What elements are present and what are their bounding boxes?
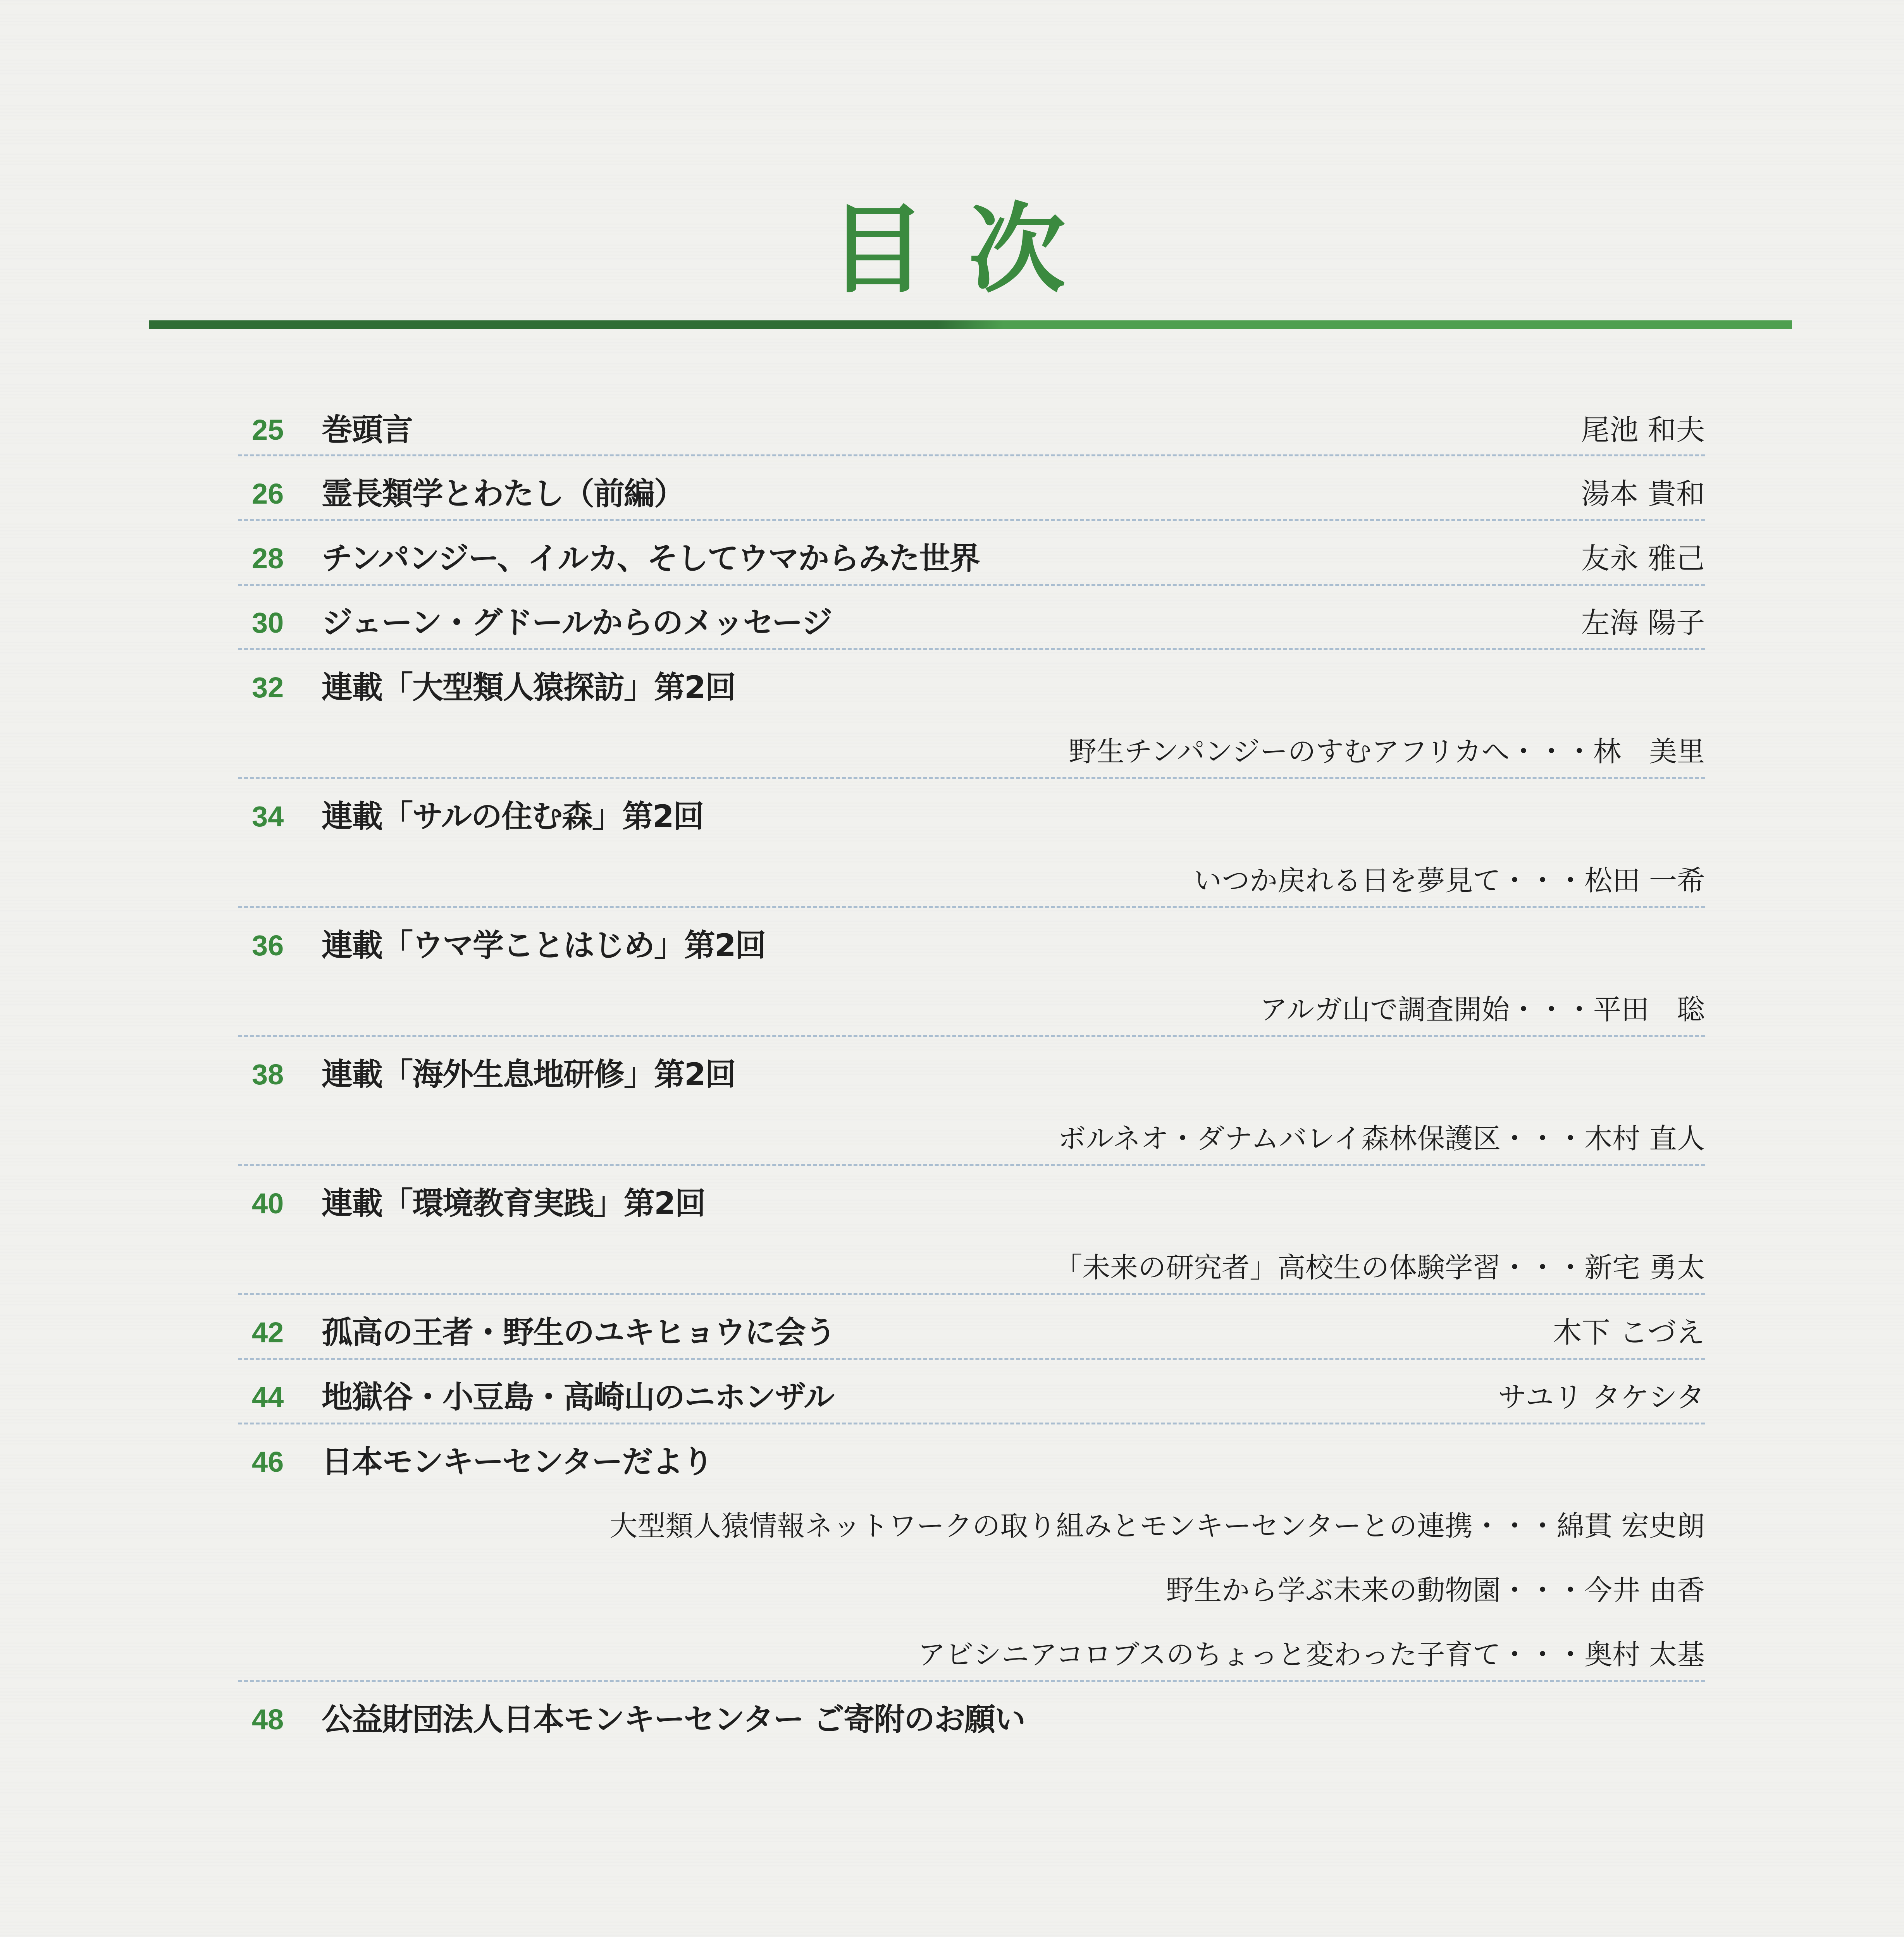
toc-subtitle: ボルネオ・ダナムバレイ森林保護区・・・木村 直人 [1058,1122,1705,1155]
toc-row[interactable] [238,401,1705,459]
dotted-separator [238,1680,1705,1682]
toc-page-number: 48 [252,1703,284,1736]
toc-page-number: 34 [252,800,284,833]
toc-row[interactable] [238,1368,1705,1426]
toc-row[interactable] [238,1175,1705,1233]
toc-page-number: 36 [252,929,284,962]
toc-title: 連載「環境教育実践」第2回 [322,1185,705,1221]
toc-page-number: 30 [252,607,284,639]
dotted-separator [238,454,1705,456]
toc-row[interactable] [238,1304,1705,1362]
toc-page-number: 28 [252,542,284,575]
toc-page-number: 26 [252,478,284,510]
title-underline [149,320,1792,329]
toc-row[interactable] [238,594,1705,652]
toc-title: 霊長類学とわたし（前編） [322,476,684,512]
toc-page-number: 38 [252,1058,284,1091]
toc-page-number: 40 [252,1187,284,1220]
toc-row[interactable] [238,1046,1705,1104]
toc-title: 連載「海外生息地研修」第2回 [322,1056,735,1092]
toc-author: サユリ タケシタ [1498,1381,1705,1414]
toc-subtitle: いつか戻れる日を夢見て・・・松田 一希 [1194,864,1705,897]
dotted-separator [238,584,1705,586]
toc-author: 左海 陽子 [1581,606,1705,640]
toc-subtitle: 大型類人猿情報ネットワークの取り組みとモンキーセンターとの連携・・・綿貫 宏史朗 [609,1510,1705,1542]
dotted-separator [238,1423,1705,1424]
toc-title: 連載「サルの住む森」第2回 [322,798,704,834]
toc-author: 尾池 和夫 [1581,413,1705,447]
dotted-separator [238,1358,1705,1360]
toc-author: 友永 雅己 [1581,542,1705,575]
toc-row[interactable] [238,465,1705,523]
toc-subtitle: 野生から学ぶ未来の動物園・・・今井 由香 [1166,1574,1705,1607]
toc-title: ジェーン・グドールからのメッセージ [322,605,832,641]
toc-title: 孤高の王者・野生のユキヒョウに会う [322,1314,835,1350]
toc-page-number: 42 [252,1316,284,1349]
dotted-separator [238,906,1705,908]
toc-author: 木下 こづえ [1553,1316,1705,1349]
dotted-separator [238,1293,1705,1295]
toc-row[interactable] [238,1433,1705,1491]
toc-page-number: 32 [252,671,284,704]
toc-page-number: 25 [252,414,284,446]
toc-title: チンパンジー、イルカ、そしてウマからみた世界 [322,540,980,576]
toc-title: 連載「大型類人猿探訪」第2回 [322,669,735,705]
toc-row[interactable] [238,788,1705,846]
toc-page-number: 44 [252,1381,284,1413]
toc-author: 湯本 貴和 [1581,477,1705,511]
toc-title: 連載「ウマ学ことはじめ」第2回 [322,927,766,963]
toc-row[interactable] [238,659,1705,717]
dotted-separator [238,648,1705,650]
dotted-separator [238,1164,1705,1166]
dotted-separator [238,1035,1705,1037]
toc-title: 巻頭言 [322,412,412,448]
toc-subtitle: アビシニアコロブスのちょっと変わった子育て・・・奥村 太基 [918,1638,1705,1671]
page-title: 目次 [829,193,1108,306]
toc-page-number: 46 [252,1446,284,1478]
toc-title: 地獄谷・小豆島・高崎山のニホンザル [322,1379,834,1415]
dotted-separator [238,777,1705,779]
toc-subtitle: 野生チンパンジーのすむアフリカへ・・・林 美里 [1069,735,1705,768]
toc-row[interactable] [238,530,1705,588]
toc-subtitle: アルガ山で調査開始・・・平田 聡 [1259,993,1705,1026]
toc-title: 日本モンキーセンターだより [322,1444,713,1480]
toc-row[interactable] [238,1691,1705,1749]
toc-subtitle: 「未来の研究者」高校生の体験学習・・・新宅 勇太 [1054,1251,1705,1284]
dotted-separator [238,519,1705,521]
toc-title: 公益財団法人日本モンキーセンター ご寄附のお願い [322,1701,1025,1737]
toc-row[interactable] [238,917,1705,975]
